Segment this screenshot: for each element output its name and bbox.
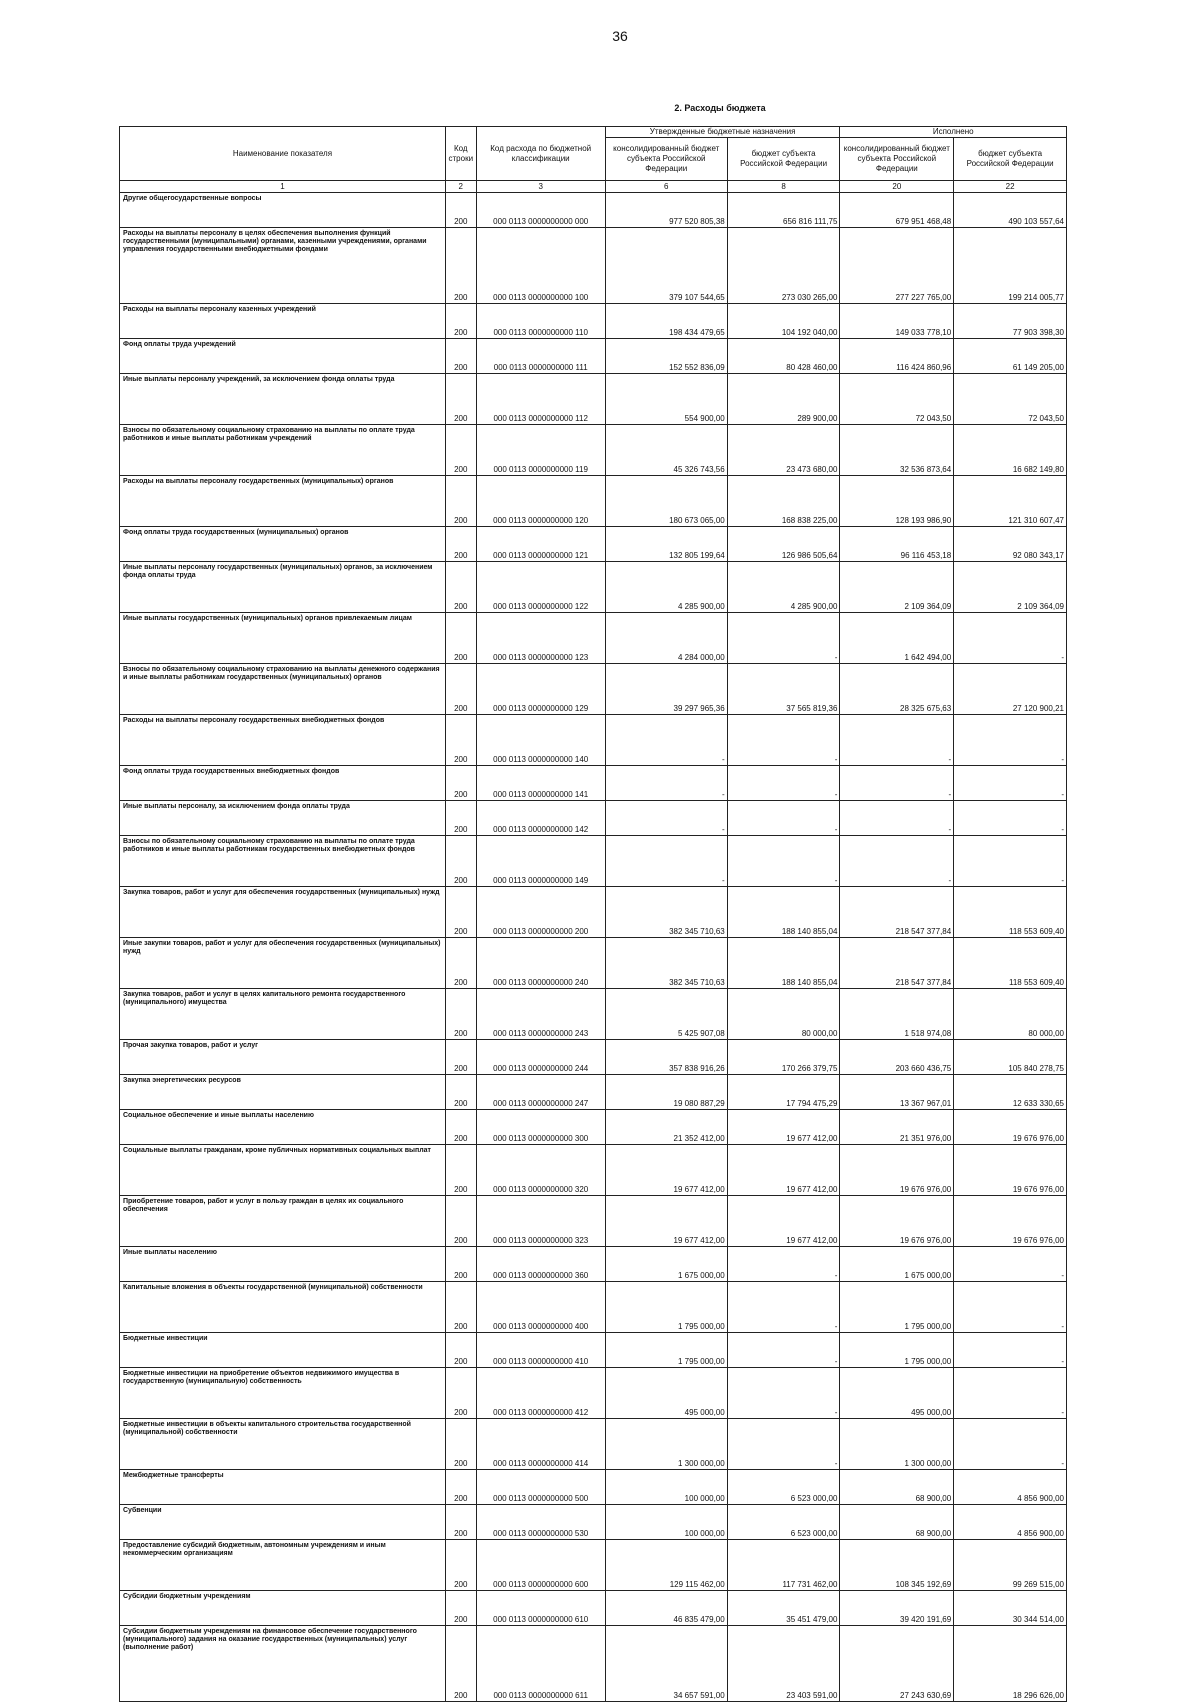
executed-consolidated-value: 27 243 630,69 — [840, 1626, 954, 1702]
executed-consolidated-value: - — [840, 715, 954, 766]
row-classification-code: 000 0113 0000000000 141 — [476, 766, 605, 801]
row-classification-code: 000 0113 0000000000 244 — [476, 1040, 605, 1075]
approved-subject-value: 37 565 819,36 — [727, 664, 840, 715]
approved-subject-value: 6 523 000,00 — [727, 1505, 840, 1540]
row-code: 200 — [445, 989, 476, 1040]
row-code: 200 — [445, 1282, 476, 1333]
approved-consolidated-value: 977 520 805,38 — [605, 193, 727, 228]
executed-consolidated-value: 1 642 494,00 — [840, 613, 954, 664]
executed-consolidated-value: 68 900,00 — [840, 1470, 954, 1505]
executed-consolidated-value: 39 420 191,69 — [840, 1591, 954, 1626]
approved-consolidated-value: 129 115 462,00 — [605, 1540, 727, 1591]
row-code: 200 — [445, 1591, 476, 1626]
approved-subject-value: - — [727, 1419, 840, 1470]
header-approved-consolidated: консолидированный бюджет субъекта Российской Федерации — [605, 138, 727, 181]
row-classification-code: 000 0113 0000000000 500 — [476, 1470, 605, 1505]
approved-consolidated-value: 554 900,00 — [605, 374, 727, 425]
row-code: 200 — [445, 1247, 476, 1282]
approved-consolidated-value: 198 434 479,65 — [605, 304, 727, 339]
executed-consolidated-value: 277 227 765,00 — [840, 228, 954, 304]
executed-subject-value: - — [954, 801, 1067, 836]
executed-consolidated-value: - — [840, 801, 954, 836]
approved-consolidated-value: 1 300 000,00 — [605, 1419, 727, 1470]
approved-consolidated-value: - — [605, 766, 727, 801]
table-row — [120, 766, 1067, 801]
approved-subject-value: - — [727, 766, 840, 801]
row-classification-code: 000 0113 0000000000 610 — [476, 1591, 605, 1626]
table-row — [120, 1040, 1067, 1075]
approved-subject-value: 289 900,00 — [727, 374, 840, 425]
row-name: Иные закупки товаров, работ и услуг для обеспечения государственных (муниципальных) нужд — [120, 938, 446, 989]
row-name: Социальные выплаты гражданам, кроме публичных нормативных социальных выплат — [120, 1145, 446, 1196]
table-row — [120, 664, 1067, 715]
approved-subject-value: 17 794 475,29 — [727, 1075, 840, 1110]
row-classification-code: 000 0113 0000000000 323 — [476, 1196, 605, 1247]
row-name: Приобретение товаров, работ и услуг в пользу граждан в целях их социального обеспечения — [120, 1196, 446, 1247]
executed-subject-value: 4 856 900,00 — [954, 1470, 1067, 1505]
row-classification-code: 000 0113 0000000000 149 — [476, 836, 605, 887]
column-number: 8 — [727, 181, 840, 193]
row-classification-code: 000 0113 0000000000 140 — [476, 715, 605, 766]
table-row — [120, 425, 1067, 476]
executed-subject-value: - — [954, 1368, 1067, 1419]
row-classification-code: 000 0113 0000000000 300 — [476, 1110, 605, 1145]
executed-subject-value: 121 310 607,47 — [954, 476, 1067, 527]
row-name: Капитальные вложения в объекты государственной (муниципальной) собственности — [120, 1282, 446, 1333]
executed-consolidated-value: 21 351 976,00 — [840, 1110, 954, 1145]
approved-subject-value: 35 451 479,00 — [727, 1591, 840, 1626]
row-classification-code: 000 0113 0000000000 112 — [476, 374, 605, 425]
row-name: Закупка товаров, работ и услуг в целях капитального ремонта государственного (муниципального) имущества — [120, 989, 446, 1040]
table-row — [120, 1075, 1067, 1110]
table-row — [120, 1470, 1067, 1505]
row-code: 200 — [445, 425, 476, 476]
row-code: 200 — [445, 193, 476, 228]
executed-subject-value: - — [954, 836, 1067, 887]
executed-subject-value: 77 903 398,30 — [954, 304, 1067, 339]
row-classification-code: 000 0113 0000000000 243 — [476, 989, 605, 1040]
executed-subject-value: - — [954, 613, 1067, 664]
table-row — [120, 1145, 1067, 1196]
approved-consolidated-value: 357 838 916,26 — [605, 1040, 727, 1075]
row-classification-code: 000 0113 0000000000 122 — [476, 562, 605, 613]
row-code: 200 — [445, 1505, 476, 1540]
approved-consolidated-value: 45 326 743,56 — [605, 425, 727, 476]
approved-subject-value: - — [727, 1247, 840, 1282]
row-name: Расходы на выплаты персоналу государственных внебюджетных фондов — [120, 715, 446, 766]
row-name: Закупка товаров, работ и услуг для обеспечения государственных (муниципальных) нужд — [120, 887, 446, 938]
table-row — [120, 613, 1067, 664]
approved-consolidated-value: 4 285 900,00 — [605, 562, 727, 613]
executed-subject-value: - — [954, 1247, 1067, 1282]
table-row — [120, 1110, 1067, 1145]
column-number: 3 — [476, 181, 605, 193]
table-row — [120, 374, 1067, 425]
table-row — [120, 1368, 1067, 1419]
executed-consolidated-value: 1 795 000,00 — [840, 1333, 954, 1368]
column-number: 2 — [445, 181, 476, 193]
row-code: 200 — [445, 1540, 476, 1591]
row-classification-code: 000 0113 0000000000 119 — [476, 425, 605, 476]
executed-consolidated-value: 116 424 860,96 — [840, 339, 954, 374]
executed-subject-value: - — [954, 1419, 1067, 1470]
row-name: Расходы на выплаты персоналу в целях обеспечения выполнения функций государственными (муниципальными) органами, казенными учреждениями, органами управления государственными внебюджетными фондами — [120, 228, 446, 304]
approved-subject-value: 126 986 505,64 — [727, 527, 840, 562]
table-row — [120, 476, 1067, 527]
executed-consolidated-value: 19 676 976,00 — [840, 1145, 954, 1196]
approved-subject-value: 168 838 225,00 — [727, 476, 840, 527]
table-row — [120, 1419, 1067, 1470]
row-name: Фонд оплаты труда государственных (муниципальных) органов — [120, 527, 446, 562]
table-row — [120, 836, 1067, 887]
executed-consolidated-value: 495 000,00 — [840, 1368, 954, 1419]
executed-subject-value: 2 109 364,09 — [954, 562, 1067, 613]
row-classification-code: 000 0113 0000000000 240 — [476, 938, 605, 989]
executed-subject-value: - — [954, 1333, 1067, 1368]
executed-consolidated-value: 19 676 976,00 — [840, 1196, 954, 1247]
row-classification-code: 000 0113 0000000000 100 — [476, 228, 605, 304]
executed-subject-value: 61 149 205,00 — [954, 339, 1067, 374]
row-classification-code: 000 0113 0000000000 123 — [476, 613, 605, 664]
table-row — [120, 562, 1067, 613]
row-code: 200 — [445, 766, 476, 801]
approved-consolidated-value: 19 677 412,00 — [605, 1196, 727, 1247]
row-code: 200 — [445, 1333, 476, 1368]
row-classification-code: 000 0113 0000000000 410 — [476, 1333, 605, 1368]
table-row — [120, 887, 1067, 938]
table-row — [120, 1540, 1067, 1591]
approved-subject-value: - — [727, 801, 840, 836]
approved-subject-value: 656 816 111,75 — [727, 193, 840, 228]
approved-subject-value: - — [727, 613, 840, 664]
row-classification-code: 000 0113 0000000000 611 — [476, 1626, 605, 1702]
header-classification-code: Код расхода по бюджетной классификации — [476, 127, 605, 181]
executed-subject-value: 30 344 514,00 — [954, 1591, 1067, 1626]
header-executed-subject: бюджет субъекта Российской Федерации — [954, 138, 1067, 181]
approved-subject-value: 188 140 855,04 — [727, 938, 840, 989]
row-code: 200 — [445, 1145, 476, 1196]
approved-subject-value: 188 140 855,04 — [727, 887, 840, 938]
row-code: 200 — [445, 1626, 476, 1702]
approved-subject-value: - — [727, 1368, 840, 1419]
table-row — [120, 1626, 1067, 1702]
row-code: 200 — [445, 715, 476, 766]
row-code: 200 — [445, 801, 476, 836]
executed-subject-value: 118 553 609,40 — [954, 938, 1067, 989]
row-code: 200 — [445, 228, 476, 304]
table-row — [120, 1505, 1067, 1540]
approved-subject-value: - — [727, 1333, 840, 1368]
table-row — [120, 304, 1067, 339]
row-code: 200 — [445, 836, 476, 887]
row-name: Иные выплаты населению — [120, 1247, 446, 1282]
row-classification-code: 000 0113 0000000000 400 — [476, 1282, 605, 1333]
row-classification-code: 000 0113 0000000000 320 — [476, 1145, 605, 1196]
header-row-code: Код строки — [445, 127, 476, 181]
row-name: Иные выплаты персоналу учреждений, за исключением фонда оплаты труда — [120, 374, 446, 425]
row-name: Фонд оплаты труда государственных внебюджетных фондов — [120, 766, 446, 801]
approved-consolidated-value: 180 673 065,00 — [605, 476, 727, 527]
row-classification-code: 000 0113 0000000000 600 — [476, 1540, 605, 1591]
approved-consolidated-value: 100 000,00 — [605, 1505, 727, 1540]
executed-subject-value: - — [954, 766, 1067, 801]
approved-consolidated-value: 379 107 544,65 — [605, 228, 727, 304]
approved-consolidated-value: 100 000,00 — [605, 1470, 727, 1505]
executed-consolidated-value: 32 536 873,64 — [840, 425, 954, 476]
executed-consolidated-value: 1 795 000,00 — [840, 1282, 954, 1333]
executed-subject-value: 18 296 626,00 — [954, 1626, 1067, 1702]
executed-consolidated-value: 72 043,50 — [840, 374, 954, 425]
approved-subject-value: 19 677 412,00 — [727, 1145, 840, 1196]
executed-subject-value: 19 676 976,00 — [954, 1196, 1067, 1247]
executed-subject-value: - — [954, 715, 1067, 766]
executed-subject-value: 80 000,00 — [954, 989, 1067, 1040]
row-classification-code: 000 0113 0000000000 129 — [476, 664, 605, 715]
row-name: Субсидии бюджетным учреждениям — [120, 1591, 446, 1626]
approved-consolidated-value: 132 805 199,64 — [605, 527, 727, 562]
approved-consolidated-value: 4 284 000,00 — [605, 613, 727, 664]
executed-consolidated-value: 128 193 986,90 — [840, 476, 954, 527]
row-classification-code: 000 0113 0000000000 142 — [476, 801, 605, 836]
table-row — [120, 989, 1067, 1040]
row-code: 200 — [445, 374, 476, 425]
approved-subject-value: - — [727, 1282, 840, 1333]
row-name: Взносы по обязательному социальному страхованию на выплаты денежного содержания и иные выплаты работникам государственных (муниципальных) органов — [120, 664, 446, 715]
row-name: Субсидии бюджетным учреждениям на финансовое обеспечение государственного (муниципального) задания на оказание государственных (муниципальных) услуг (выполнение работ) — [120, 1626, 446, 1702]
table-title: 2. Расходы бюджета — [674, 103, 766, 113]
executed-subject-value: 490 103 557,64 — [954, 193, 1067, 228]
approved-consolidated-value: 34 657 591,00 — [605, 1626, 727, 1702]
approved-subject-value: 104 192 040,00 — [727, 304, 840, 339]
row-name: Иные выплаты государственных (муниципальных) органов привлекаемым лицам — [120, 613, 446, 664]
approved-subject-value: 170 266 379,75 — [727, 1040, 840, 1075]
table-row — [120, 527, 1067, 562]
row-code: 200 — [445, 476, 476, 527]
executed-consolidated-value: 1 518 974,08 — [840, 989, 954, 1040]
row-code: 200 — [445, 1110, 476, 1145]
approved-subject-value: 273 030 265,00 — [727, 228, 840, 304]
executed-consolidated-value: - — [840, 836, 954, 887]
approved-consolidated-value: - — [605, 715, 727, 766]
approved-subject-value: - — [727, 836, 840, 887]
row-code: 200 — [445, 887, 476, 938]
page-number: 36 — [612, 28, 628, 44]
approved-consolidated-value: 152 552 836,09 — [605, 339, 727, 374]
approved-subject-value: 80 000,00 — [727, 989, 840, 1040]
row-name: Бюджетные инвестиции в объекты капитального строительства государственной (муниципальной) собственности — [120, 1419, 446, 1470]
table-row — [120, 801, 1067, 836]
approved-consolidated-value: 5 425 907,08 — [605, 989, 727, 1040]
column-number: 6 — [605, 181, 727, 193]
row-name: Расходы на выплаты персоналу государственных (муниципальных) органов — [120, 476, 446, 527]
row-code: 200 — [445, 527, 476, 562]
header-indicator-name: Наименование показателя — [120, 127, 446, 181]
row-classification-code: 000 0113 0000000000 360 — [476, 1247, 605, 1282]
row-name: Предоставление субсидий бюджетным, автономным учреждениям и иным некоммерческим организациям — [120, 1540, 446, 1591]
row-classification-code: 000 0113 0000000000 414 — [476, 1419, 605, 1470]
row-name: Иные выплаты персоналу, за исключением фонда оплаты труда — [120, 801, 446, 836]
row-name: Межбюджетные трансферты — [120, 1470, 446, 1505]
row-code: 200 — [445, 562, 476, 613]
executed-consolidated-value: 149 033 778,10 — [840, 304, 954, 339]
approved-consolidated-value: 495 000,00 — [605, 1368, 727, 1419]
row-name: Прочая закупка товаров, работ и услуг — [120, 1040, 446, 1075]
row-code: 200 — [445, 1196, 476, 1247]
executed-subject-value: 72 043,50 — [954, 374, 1067, 425]
executed-consolidated-value: 679 951 468,48 — [840, 193, 954, 228]
row-classification-code: 000 0113 0000000000 121 — [476, 527, 605, 562]
approved-consolidated-value: - — [605, 836, 727, 887]
header-executed-consolidated: консолидированный бюджет субъекта Российской Федерации — [840, 138, 954, 181]
table-row — [120, 1196, 1067, 1247]
row-classification-code: 000 0113 0000000000 110 — [476, 304, 605, 339]
row-classification-code: 000 0113 0000000000 412 — [476, 1368, 605, 1419]
approved-consolidated-value: 382 345 710,63 — [605, 938, 727, 989]
row-code: 200 — [445, 664, 476, 715]
row-code: 200 — [445, 1419, 476, 1470]
executed-consolidated-value: 2 109 364,09 — [840, 562, 954, 613]
table-row — [120, 1333, 1067, 1368]
row-code: 200 — [445, 1040, 476, 1075]
row-name: Бюджетные инвестиции на приобретение объектов недвижимого имущества в государственную (муниципальную) собственность — [120, 1368, 446, 1419]
row-code: 200 — [445, 613, 476, 664]
approved-consolidated-value: - — [605, 801, 727, 836]
executed-subject-value: 4 856 900,00 — [954, 1505, 1067, 1540]
header-executed-group: Исполнено — [840, 127, 1067, 138]
executed-subject-value: 19 676 976,00 — [954, 1145, 1067, 1196]
executed-consolidated-value: 1 300 000,00 — [840, 1419, 954, 1470]
table-row — [120, 1247, 1067, 1282]
row-name: Взносы по обязательному социальному страхованию на выплаты по оплате труда работников и иные выплаты работникам государственных внебюджетных фондов — [120, 836, 446, 887]
executed-subject-value: 27 120 900,21 — [954, 664, 1067, 715]
approved-consolidated-value: 46 835 479,00 — [605, 1591, 727, 1626]
executed-consolidated-value: 218 547 377,84 — [840, 938, 954, 989]
row-name: Социальное обеспечение и иные выплаты населению — [120, 1110, 446, 1145]
header-approved-group: Утвержденные бюджетные назначения — [605, 127, 840, 138]
executed-subject-value: 16 682 149,80 — [954, 425, 1067, 476]
approved-subject-value: 23 473 680,00 — [727, 425, 840, 476]
approved-subject-value: 4 285 900,00 — [727, 562, 840, 613]
approved-subject-value: 117 731 462,00 — [727, 1540, 840, 1591]
row-name: Расходы на выплаты персоналу казенных учреждений — [120, 304, 446, 339]
executed-consolidated-value: 203 660 436,75 — [840, 1040, 954, 1075]
table-row — [120, 938, 1067, 989]
executed-consolidated-value: 108 345 192,69 — [840, 1540, 954, 1591]
row-code: 200 — [445, 1470, 476, 1505]
column-number: 1 — [120, 181, 446, 193]
approved-subject-value: 19 677 412,00 — [727, 1196, 840, 1247]
approved-subject-value: 6 523 000,00 — [727, 1470, 840, 1505]
row-code: 200 — [445, 304, 476, 339]
row-name: Иные выплаты персоналу государственных (муниципальных) органов, за исключением фонда оплаты труда — [120, 562, 446, 613]
approved-subject-value: 19 677 412,00 — [727, 1110, 840, 1145]
approved-consolidated-value: 382 345 710,63 — [605, 887, 727, 938]
executed-subject-value: - — [954, 1282, 1067, 1333]
row-name: Фонд оплаты труда учреждений — [120, 339, 446, 374]
column-number: 20 — [840, 181, 954, 193]
executed-consolidated-value: 68 900,00 — [840, 1505, 954, 1540]
approved-subject-value: - — [727, 715, 840, 766]
approved-consolidated-value: 1 795 000,00 — [605, 1282, 727, 1333]
executed-consolidated-value: 218 547 377,84 — [840, 887, 954, 938]
approved-consolidated-value: 1 795 000,00 — [605, 1333, 727, 1368]
approved-subject-value: 23 403 591,00 — [727, 1626, 840, 1702]
approved-consolidated-value: 19 677 412,00 — [605, 1145, 727, 1196]
budget-expenses-table — [119, 126, 1067, 1702]
row-classification-code: 000 0113 0000000000 111 — [476, 339, 605, 374]
executed-consolidated-value: - — [840, 766, 954, 801]
executed-consolidated-value: 28 325 675,63 — [840, 664, 954, 715]
executed-subject-value: 19 676 976,00 — [954, 1110, 1067, 1145]
row-classification-code: 000 0113 0000000000 000 — [476, 193, 605, 228]
row-code: 200 — [445, 1075, 476, 1110]
table-row — [120, 193, 1067, 228]
table-row — [120, 228, 1067, 304]
executed-consolidated-value: 96 116 453,18 — [840, 527, 954, 562]
row-classification-code: 000 0113 0000000000 530 — [476, 1505, 605, 1540]
row-classification-code: 000 0113 0000000000 200 — [476, 887, 605, 938]
executed-subject-value: 199 214 005,77 — [954, 228, 1067, 304]
approved-consolidated-value: 19 080 887,29 — [605, 1075, 727, 1110]
executed-subject-value: 118 553 609,40 — [954, 887, 1067, 938]
executed-subject-value: 12 633 330,65 — [954, 1075, 1067, 1110]
row-name: Бюджетные инвестиции — [120, 1333, 446, 1368]
approved-subject-value: 80 428 460,00 — [727, 339, 840, 374]
column-number: 22 — [954, 181, 1067, 193]
executed-subject-value: 99 269 515,00 — [954, 1540, 1067, 1591]
table-row — [120, 715, 1067, 766]
executed-subject-value: 92 080 343,17 — [954, 527, 1067, 562]
row-code: 200 — [445, 339, 476, 374]
approved-consolidated-value: 21 352 412,00 — [605, 1110, 727, 1145]
executed-consolidated-value: 1 675 000,00 — [840, 1247, 954, 1282]
approved-consolidated-value: 1 675 000,00 — [605, 1247, 727, 1282]
table-row — [120, 1591, 1067, 1626]
executed-subject-value: 105 840 278,75 — [954, 1040, 1067, 1075]
header-approved-subject: бюджет субъекта Российской Федерации — [727, 138, 840, 181]
executed-consolidated-value: 13 367 967,01 — [840, 1075, 954, 1110]
row-code: 200 — [445, 938, 476, 989]
row-name: Закупка энергетических ресурсов — [120, 1075, 446, 1110]
row-name: Взносы по обязательному социальному страхованию на выплаты по оплате труда работников и иные выплаты работникам учреждений — [120, 425, 446, 476]
row-classification-code: 000 0113 0000000000 120 — [476, 476, 605, 527]
row-name: Субвенции — [120, 1505, 446, 1540]
row-classification-code: 000 0113 0000000000 247 — [476, 1075, 605, 1110]
approved-consolidated-value: 39 297 965,36 — [605, 664, 727, 715]
row-code: 200 — [445, 1368, 476, 1419]
table-row — [120, 1282, 1067, 1333]
table-row — [120, 339, 1067, 374]
row-name: Другие общегосударственные вопросы — [120, 193, 446, 228]
